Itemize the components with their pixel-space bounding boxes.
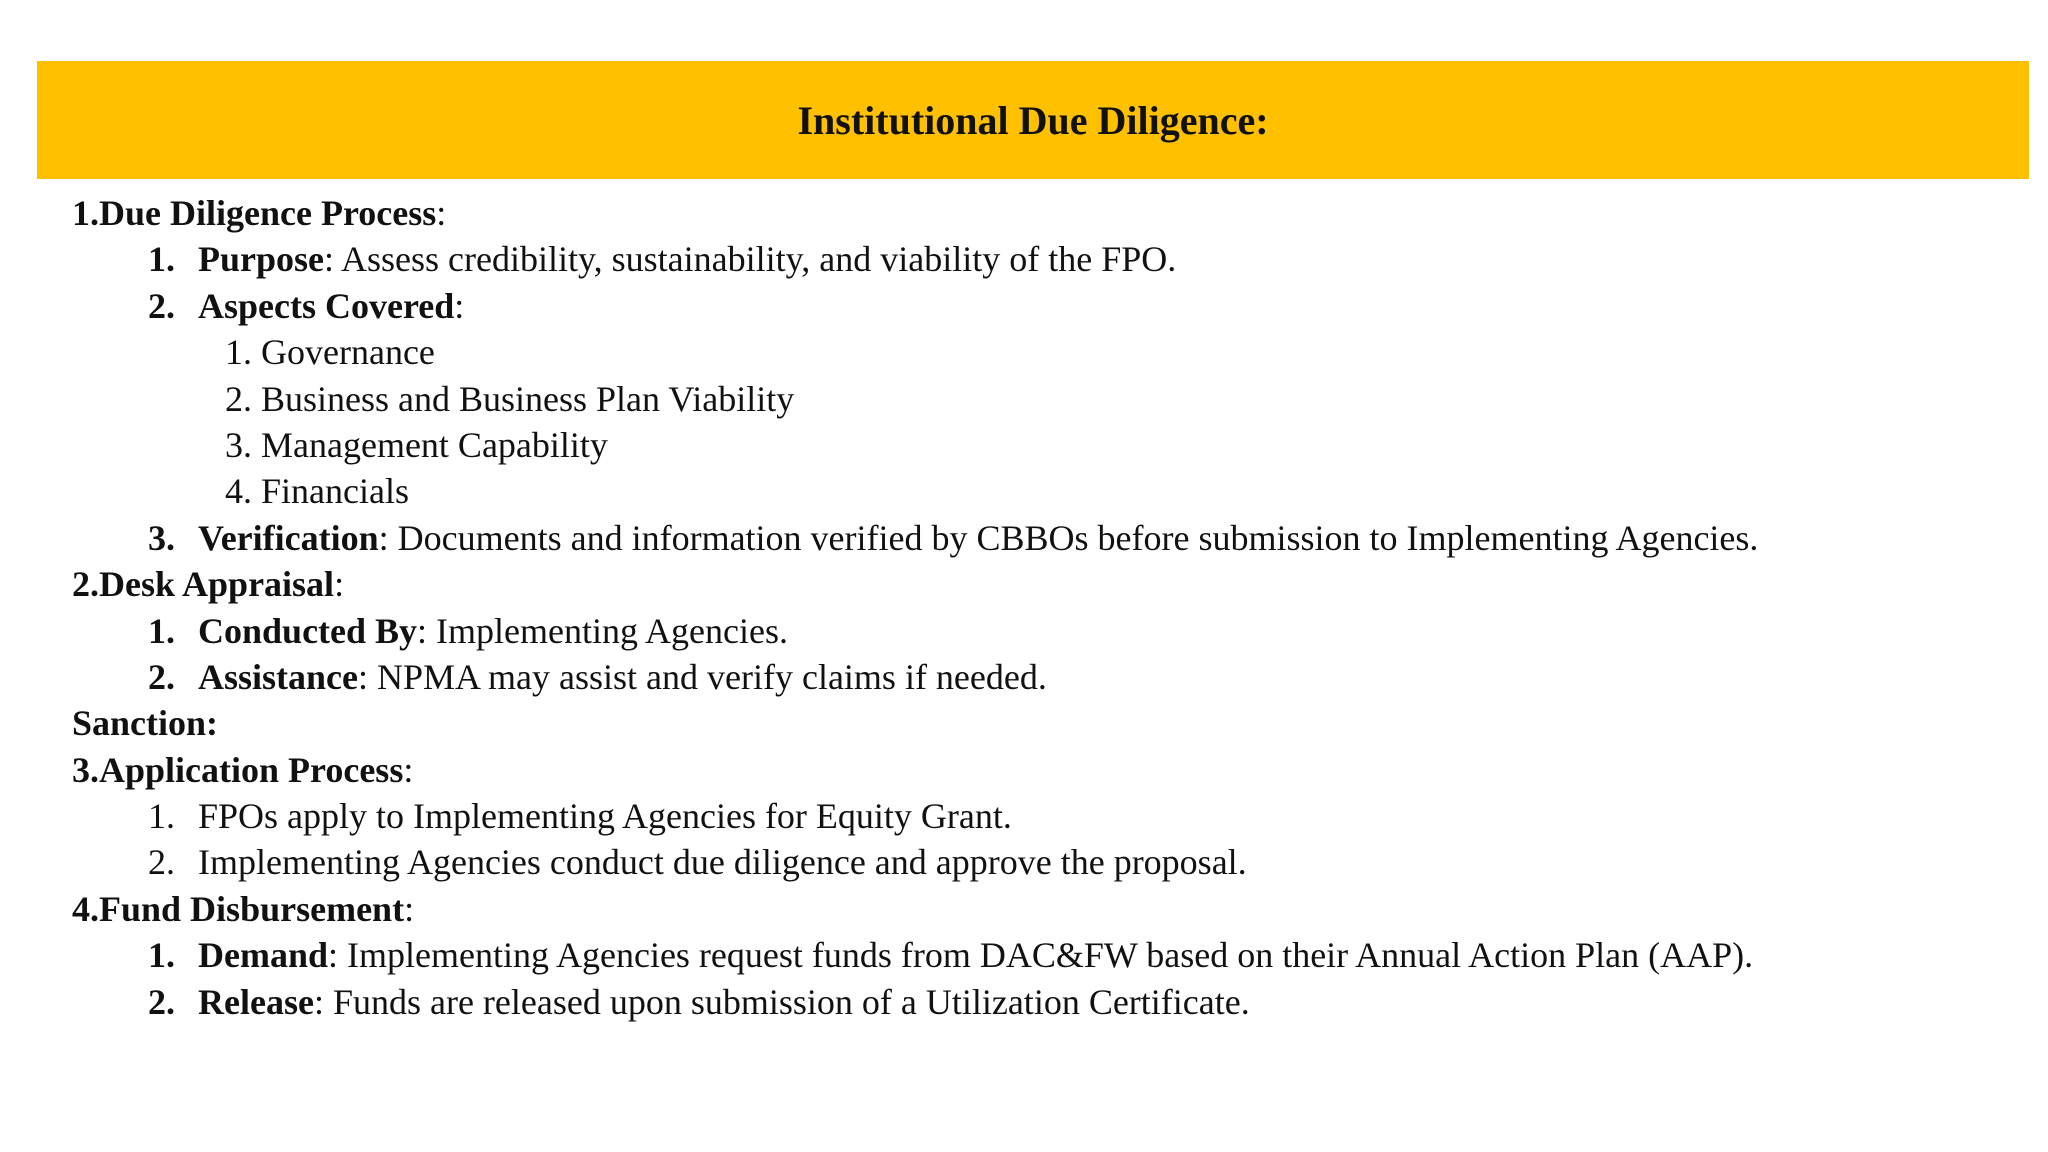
item-number: 2. <box>148 656 175 697</box>
slide-content <box>72 190 2012 1025</box>
sub-item-business-plan-viability: 2. Business and Business Plan Viability <box>225 378 795 419</box>
section-heading-due-diligence-process <box>72 190 2012 236</box>
heading-colon: : <box>403 749 414 790</box>
list-item-fpos-apply <box>72 793 2012 839</box>
heading-colon: : <box>404 888 415 929</box>
item-label: Conducted By <box>198 610 418 651</box>
item-number: 1. <box>148 239 175 280</box>
section-heading-sanction <box>72 700 2012 746</box>
list-item-demand <box>72 932 2012 978</box>
heading-text: Sanction: <box>72 703 219 744</box>
item-label: Assistance <box>198 656 358 697</box>
item-number: 1. <box>148 796 175 837</box>
sub-item-financials: 4. Financials <box>225 471 409 512</box>
item-text: Implementing Agencies conduct due diligence and approve the proposal. <box>198 842 1247 883</box>
list-item-verification <box>72 515 2012 561</box>
heading-colon: : <box>436 193 447 233</box>
item-number: 2. <box>148 981 175 1022</box>
list-item-conducted-by <box>72 608 2012 654</box>
list-item-aspects-covered <box>72 283 2012 329</box>
title-banner <box>37 61 2029 179</box>
list-item-assistance <box>72 654 2012 700</box>
heading-text: 2.Desk Appraisal <box>72 564 335 605</box>
item-number: 3. <box>148 517 175 558</box>
section-heading-desk-appraisal <box>72 561 2012 607</box>
heading-colon: : <box>334 564 345 605</box>
heading-text: 3.Application Process <box>72 749 404 790</box>
item-text: : Assess credibility, sustainability, and viability of the FPO. <box>324 239 1177 280</box>
item-text: : Documents and information verified by CBBOs before submission to Implementing Agencies. <box>378 517 1759 558</box>
item-text: : Implementing Agencies request funds from DAC&FW based on their Annual Action Plan (AAP). <box>328 935 1754 976</box>
item-label: Purpose <box>198 239 324 280</box>
section-heading-fund-disbursement <box>72 886 2012 932</box>
sub-item-governance: 1. Governance <box>225 332 435 373</box>
item-number: 1. <box>148 610 175 651</box>
item-text: : Implementing Agencies. <box>417 610 788 651</box>
list-item-purpose <box>72 236 2012 282</box>
item-label: Aspects Covered <box>198 285 455 326</box>
heading-text: 4.Fund Disbursement <box>72 888 405 929</box>
item-text: : Funds are released upon submission of a Utilization Certificate. <box>313 981 1250 1022</box>
item-number: 2. <box>148 285 175 326</box>
heading-text: 1.Due Diligence Process <box>72 193 437 233</box>
item-text: : NPMA may assist and verify claims if needed. <box>358 656 1047 697</box>
list-item-release <box>72 979 2012 1025</box>
item-label: Verification <box>198 517 379 558</box>
item-text: : <box>454 285 465 326</box>
list-item-agencies-approve <box>72 839 2012 885</box>
item-number: 2. <box>148 842 175 883</box>
item-label: Release <box>198 981 314 1022</box>
item-label: Demand <box>198 935 329 976</box>
sub-item-management-capability: 3. Management Capability <box>225 424 608 465</box>
item-text: FPOs apply to Implementing Agencies for Equity Grant. <box>198 796 1012 837</box>
item-number: 1. <box>148 935 175 976</box>
section-heading-application-process <box>72 747 2012 793</box>
slide-title: Institutional Due Diligence: <box>797 97 1269 143</box>
